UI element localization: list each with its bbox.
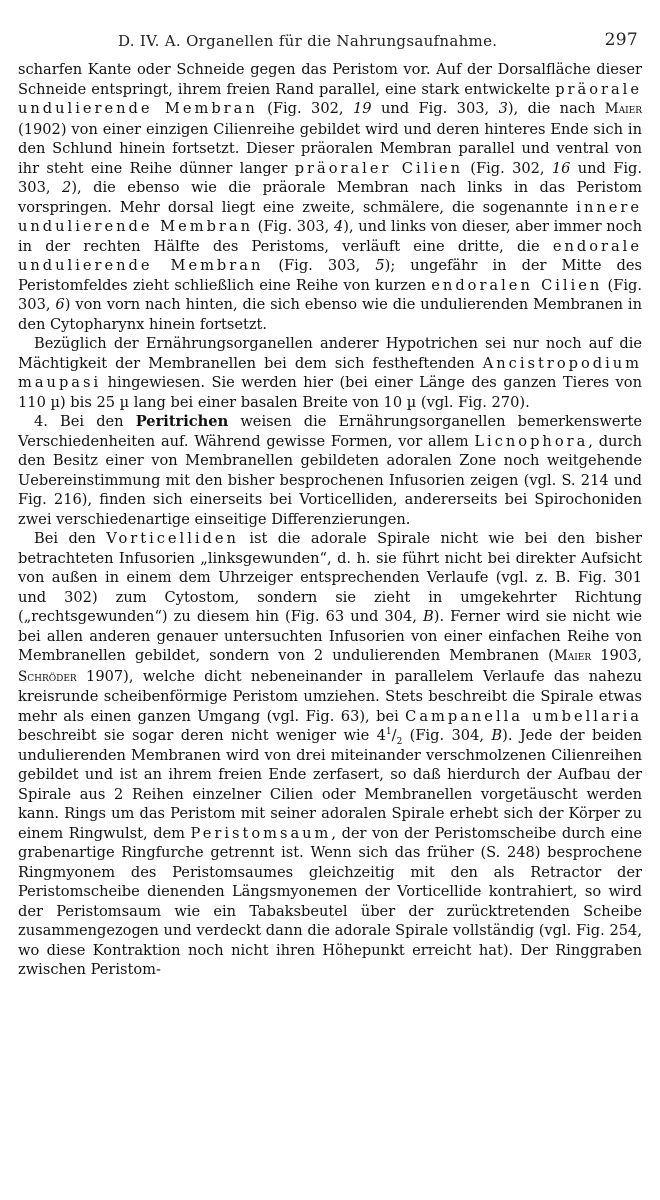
text-segment: 4 (333, 218, 344, 235)
text-segment: ), die nach (507, 100, 605, 117)
text-segment: 19 (352, 100, 372, 117)
paragraph-2 (18, 334, 642, 412)
text-segment: Peritrichen (135, 413, 229, 430)
text-segment: ), die ebenso wie die präorale Membran nach links in das Peristom vorspringen. Mehr dorsal liegt eine zweite, schmälere, die sogenannte (18, 179, 642, 216)
paragraph-4 (18, 529, 642, 980)
text-segment: Bezüglich der Ernährungsorganellen anderer Hypotrichen sei nur noch auf die Mächtigkeit der Membranellen bei dem sich festheftenden (18, 335, 642, 372)
text-segment: B (423, 608, 434, 625)
text-segment: 1903, (591, 647, 642, 664)
text-segment: ), und links von dieser, aber immer noch in der rechten Hälfte des Peristoms, verläuft eine dritte, die (18, 218, 642, 255)
text-segment: ) von vorn nach hinten, die sich ebenso wie die undulierenden Membranen in den Cytopharynx hinein fortsetzt. (18, 296, 642, 333)
body-text (18, 60, 642, 980)
text-segment: 1907), welche dicht nebeneinander in parallelem Verlaufe das nahezu kreisrunde scheibenförmige Peristom umziehen. Stets beschreibt die Spirale etwas mehr als einen ganzen Umgang (vgl. Fig. 63), bei (18, 667, 642, 725)
text-segment: , durch den Besitz einer von Membranellen gebildeten adoralen Zone noch weitgehende Uebereinstimmung mit den bisher besprochenen Infusorien zeigen (vgl. S. 214 und Fig. 216), finden sich einerseits bei Vorticelliden, andererseits bei Spirochoniden zwei verschiedenartige einseitige Differenzierungen. (18, 432, 642, 528)
text-segment: hingewiesen. Sie werden hier (bei einer Länge des ganzen Tieres von 110 µ) bis 25 µ lang bei einer basalen Breite von 10 µ (vgl. Fig. 270). (18, 374, 642, 411)
text-segment: weisen die Ernährungsorganellen bemerkenswerte Verschiedenheiten auf. Während gewisse Formen, vor allem (18, 413, 643, 450)
page-header (18, 28, 642, 58)
text-segment: ). Ferner wird sie nicht wie bei allen anderen genauer untersuchten Infusorien von einer einfachen Reihe von Membranellen gebildet, sondern von 2 undulierenden Membranen ( (18, 608, 642, 664)
paragraph-1 (18, 60, 642, 334)
page-number: 297 (604, 30, 638, 50)
text-segment: (Fig. 303, (253, 218, 334, 235)
text-segment: ). Jede der beiden undulierenden Membranen wird von drei miteinander verschmolzenen Cilienreihen gebildet und ist an ihrem freien Ende zerfasert, so daß hierdurch der Aufbau der Spirale aus 2 Reihen einzelner Cilien oder Membranellen vorgetäuscht werden kann. Rings um das Peristom mit seiner adoralen Spirale erhebt sich der Körper zu einem Ringwulst, dem (18, 727, 643, 842)
text-segment: Bei den (34, 530, 107, 547)
text-segment: (Fig. 303, (263, 257, 376, 274)
text-segment: scharfen Kante oder Schneide gegen das Peristom vor. Auf der Dorsalfläche dieser Schneide entspringt, ihrem freien Rand parallel, eine stark entwickelte (18, 61, 642, 98)
running-title: D. IV. A. Organellen für die Nahrungsaufnahme. (118, 32, 498, 50)
text-segment: und Fig. 303, (18, 159, 642, 196)
text-segment: endoralen Cilien (431, 276, 603, 294)
text-segment: , der von der Peristomscheibe durch eine grabenartige Ringfurche getrennt ist. Wenn sich das früher (S. 248) besprochene Ringmyonem des Peristomsaumes gleichzeitig mit den als Retractor der Peristomscheibe dienenden Längsmyonemen der Vorticellide kontrahiert, so wird der Peristomsaum wie ein Tabaksbeutel über der zurücktretenden Scheibe zusammengezogen und verdeckt dann die adorale Spirale vollständig (vgl. Fig. 254, wo diese Kontraktion noch nicht ihren Höhepunkt erreicht hat). Der Ringgraben zwischen Peristom- (18, 824, 642, 978)
text-segment: Maier (553, 648, 592, 664)
text-segment: beschreibt sie sogar deren nicht weniger wie 4 (18, 727, 386, 744)
text-segment: Schröder (18, 668, 77, 685)
text-segment: (Fig. 302, (462, 159, 552, 177)
text-segment: B (491, 727, 503, 744)
text-segment: Maier (604, 101, 642, 117)
text-segment: 5 (375, 257, 385, 274)
text-segment: (Fig. 303, (18, 276, 643, 313)
text-segment: (Fig. 304, (402, 727, 492, 744)
text-segment: / (391, 727, 397, 744)
text-segment: 2 (396, 736, 403, 747)
text-segment: und Fig. 303, (371, 100, 499, 117)
text-segment: 1 (385, 727, 392, 738)
text-segment: Licnophora (474, 432, 589, 450)
text-segment: präoraler Cilien (294, 159, 463, 177)
text-segment: ); ungefähr in der Mitte des Peristomfeldes zieht schließlich eine Reihe von kurzen (18, 257, 642, 294)
text-segment: 3 (498, 100, 508, 117)
text-segment: 6 (55, 296, 65, 313)
paragraph-3 (18, 412, 642, 529)
text-segment: 2 (62, 179, 72, 196)
text-segment: ist die adorale Spirale nicht wie bei den bisher betrachteten Infusorien „linksgewunden“, d. h. sie führt nicht bei direkter Aufsicht von außen in einem dem Uhrzeiger entsprechenden Verlaufe (vgl. z. B. Fig. 301 und 302) zum Cytostom, sondern sie zieht in umgekehrter Richtung („rechtsgewunden“) zu diesem hin (Fig. 63 und 304, (18, 530, 642, 625)
text-segment: 16 (551, 159, 571, 177)
text-segment: (Fig. 302, (257, 100, 353, 117)
text-segment: (1902) von einer einzigen Cilienreihe gebildet wird und deren hinteres Ende sich in den Schlund hinein fortsetzt. Dieser präoralen Membran parallel und ventral von ihr steht eine Reihe dünner langer (18, 120, 642, 177)
text-segment: innere undulierende Membran (18, 198, 642, 235)
text-segment: Campanella umbellaria (405, 707, 642, 725)
text-segment: endorale undulierende Membran (18, 237, 642, 274)
text-segment: Ancistropodium maupasi (18, 354, 642, 391)
text-segment: 4. Bei den (34, 413, 136, 430)
text-segment: präorale undulierende Membran (18, 80, 642, 117)
text-segment: Peristomsaum (190, 824, 332, 842)
text-segment: Vorticelliden (106, 530, 239, 547)
book-page (18, 28, 642, 980)
